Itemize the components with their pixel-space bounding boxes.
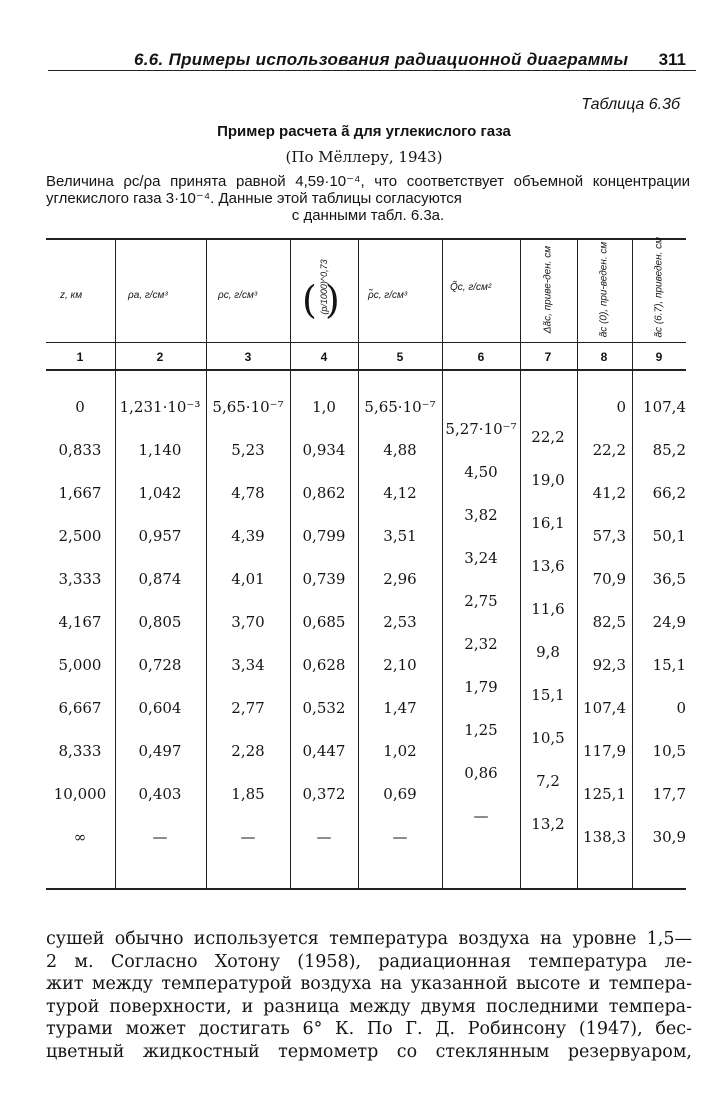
table-cell: 1,85 — [231, 785, 265, 803]
table-cell: 0,862 — [302, 484, 346, 502]
table-cell-interval: 4,50 — [464, 463, 498, 481]
header-bottom-rule — [46, 342, 686, 343]
table-label: Таблица 6.3б — [581, 96, 680, 113]
table-cell-interval: 15,1 — [531, 686, 565, 704]
table-cell-interval: 2,75 — [464, 592, 498, 610]
table-cell: 1,0 — [312, 398, 336, 416]
table-cell: — — [392, 828, 408, 846]
table-cell: 0,874 — [138, 570, 182, 588]
table-cell-interval: 9,8 — [536, 643, 560, 661]
left-paren: ( — [302, 278, 317, 322]
table-cell: 8,333 — [58, 742, 102, 760]
table-cell: 4,01 — [231, 570, 265, 588]
table-cell-interval: 11,6 — [531, 600, 565, 618]
table-cell: ∞ — [73, 828, 87, 846]
table-cell: 3,70 — [231, 613, 265, 631]
table-cell: 0,957 — [138, 527, 182, 545]
table-cell: 0,372 — [302, 785, 346, 803]
col-number: 6 — [477, 350, 485, 364]
col-number: 5 — [396, 350, 404, 364]
table-source: (По Мёллеру, 1943) — [285, 148, 443, 166]
header-rho-a: ρa, г/см³ — [128, 290, 168, 301]
col-number: 9 — [655, 350, 663, 364]
col-number: 2 — [156, 350, 164, 364]
table-cell: 4,167 — [58, 613, 102, 631]
body-paragraph — [46, 928, 692, 1063]
table-cell: 3,34 — [231, 656, 265, 674]
table-intro — [46, 173, 690, 224]
header-z: z, км — [60, 290, 83, 301]
table-cell: 2,10 — [383, 656, 417, 674]
table-cell: 0,934 — [302, 441, 346, 459]
header-q-c: Q̃c, г/см² — [450, 282, 492, 293]
table-cell: 0,799 — [302, 527, 346, 545]
body-line: турой поверхности, и разница между двумя последними темпера- — [46, 996, 692, 1017]
table-cell-interval: 3,24 — [464, 549, 498, 567]
table-cell: 0,833 — [58, 441, 102, 459]
table-cell-interval: 0,86 — [464, 764, 498, 782]
table-cell: 1,47 — [383, 699, 417, 717]
table-cell: 2,500 — [58, 527, 102, 545]
table-cell: 0,739 — [302, 570, 346, 588]
table-cell: 6,667 — [58, 699, 102, 717]
table-cell: 41,2 — [592, 484, 626, 502]
table-cell-interval: 3,82 — [464, 506, 498, 524]
table-cell: 0,604 — [138, 699, 182, 717]
table-cell: 0,532 — [302, 699, 346, 717]
table-cell: 1,231·10⁻³ — [119, 398, 201, 416]
table-cell-interval: 19,0 — [531, 471, 565, 489]
table-bottom-rule — [46, 888, 686, 890]
table-cell: 24,9 — [652, 613, 686, 631]
page-number: 311 — [658, 50, 686, 69]
table-cell: 0,69 — [383, 785, 417, 803]
table-cell: 2,28 — [231, 742, 265, 760]
table-cell: — — [240, 828, 256, 846]
intro-line: с данными табл. 6.3а. — [291, 207, 445, 224]
table-cell: 0,497 — [138, 742, 182, 760]
table-cell: 10,000 — [53, 785, 107, 803]
table-cell-interval: 1,25 — [464, 721, 498, 739]
table-cell: — — [316, 828, 332, 846]
intro-line: концентрации углекислого газа 3·10⁻⁴. Данные этой таблицы согласуются — [46, 173, 690, 207]
table-cell: 2,77 — [231, 699, 265, 717]
table-cell: 1,667 — [58, 484, 102, 502]
table-cell: 22,2 — [592, 441, 626, 459]
table-cell-interval: 22,2 — [531, 428, 565, 446]
table-cell: 4,88 — [383, 441, 417, 459]
header-rule — [48, 70, 696, 71]
right-paren: ) — [325, 278, 340, 322]
table-cell: 85,2 — [652, 441, 686, 459]
table-caption: Пример расчета ã для углекислого газа — [217, 123, 511, 140]
body-line: 2 м. Согласно Хотону (1958), радиационная температура ле- — [46, 951, 692, 972]
table-cell: 0,728 — [138, 656, 182, 674]
page-header — [48, 46, 696, 76]
col-number: 8 — [600, 350, 608, 364]
table-cell: 30,9 — [652, 828, 686, 846]
table-cell: 1,02 — [383, 742, 417, 760]
table-cell: 4,12 — [383, 484, 417, 502]
table-cell: 66,2 — [652, 484, 686, 502]
table-cell-interval: — — [473, 807, 489, 825]
table-cell: 2,96 — [383, 570, 417, 588]
table-cell: 0,403 — [138, 785, 182, 803]
table-cell: 3,333 — [58, 570, 102, 588]
table-cell: 125,1 — [583, 785, 626, 803]
body-line: сушей обычно используется температура воздуха на уровне 1,5— — [46, 929, 692, 949]
table-cell: 0 — [676, 699, 686, 717]
running-title: 6.6. Примеры использования радиационной диаграммы — [134, 50, 629, 69]
table-cell: 92,3 — [592, 656, 626, 674]
col-number: 7 — [544, 350, 552, 364]
table-cell: 10,5 — [652, 742, 686, 760]
table-cell: 5,65·10⁻⁷ — [212, 398, 284, 416]
table-cell: 107,4 — [643, 398, 686, 416]
table-cell-interval: 10,5 — [531, 729, 565, 747]
body-line: цветный жидкостный термометр со стеклянным резервуаром, — [46, 1041, 692, 1062]
table-cell: 0,805 — [138, 613, 182, 631]
table-cell: 107,4 — [583, 699, 626, 717]
table-cell: 5,000 — [58, 656, 102, 674]
body-line: турами может достигать 6° К. По Г. Д. Робинсону (1947), бес- — [46, 1019, 692, 1039]
table-cell: 117,9 — [583, 742, 626, 760]
table-cell: 57,3 — [592, 527, 626, 545]
table-cell: 15,1 — [652, 656, 686, 674]
table-top-rule — [46, 238, 686, 240]
body-line: жит между температурой воздуха на указанной высоте и темпера- — [46, 974, 692, 994]
table-cell: 3,51 — [383, 527, 417, 545]
table-cell: 5,65·10⁻⁷ — [364, 398, 436, 416]
header-rho-c-tilde: ρ̃c, г/см³ — [368, 290, 408, 301]
colnum-bottom-rule — [46, 369, 686, 371]
table-cell: 50,1 — [652, 527, 686, 545]
table-cell: 36,5 — [652, 570, 686, 588]
table-cell-interval: 13,6 — [531, 557, 565, 575]
table-cell: 1,140 — [138, 441, 182, 459]
table-cell-interval: 2,32 — [464, 635, 498, 653]
intro-line: Величина ρc/ρa принята равной 4,59·10⁻⁴, что соответствует объемной — [46, 173, 584, 190]
table-cell: 70,9 — [592, 570, 626, 588]
table-cell: 1,042 — [138, 484, 182, 502]
table-cell-interval: 1,79 — [464, 678, 498, 696]
table-cell: 0 — [616, 398, 626, 416]
table-cell: 2,53 — [383, 613, 417, 631]
header-delta-a: Δãc, приве-ден. см — [542, 245, 554, 334]
table-cell-interval: 16,1 — [531, 514, 565, 532]
table-cell: 17,7 — [652, 785, 686, 803]
table-cell-interval: 13,2 — [531, 815, 565, 833]
table-cell: 82,5 — [592, 613, 626, 631]
col-number: 1 — [76, 350, 84, 364]
table-cell: 0,447 — [302, 742, 346, 760]
table-cell-interval: 5,27·10⁻⁷ — [445, 420, 517, 438]
col-number: 3 — [244, 350, 252, 364]
table-cell: 0,628 — [302, 656, 346, 674]
table-cell-interval: 7,2 — [536, 772, 560, 790]
table-cell: 5,23 — [231, 441, 265, 459]
table-cell: 4,39 — [231, 527, 265, 545]
header-a67: ãc (6.7), приведен. см — [653, 236, 665, 338]
header-p-text: (p/1000)^0,73 — [319, 259, 329, 315]
table-cell: 0,685 — [302, 613, 346, 631]
table-cell: 0 — [75, 398, 85, 416]
header-a0: ãc (0), при-веден. см — [598, 241, 610, 338]
table-cell: 4,78 — [231, 484, 265, 502]
header-rho-c: ρc, г/см³ — [218, 290, 258, 301]
col-number: 4 — [320, 350, 328, 364]
table-cell: 138,3 — [583, 828, 626, 846]
header-pressure-factor — [290, 238, 358, 342]
table-cell: — — [152, 828, 168, 846]
